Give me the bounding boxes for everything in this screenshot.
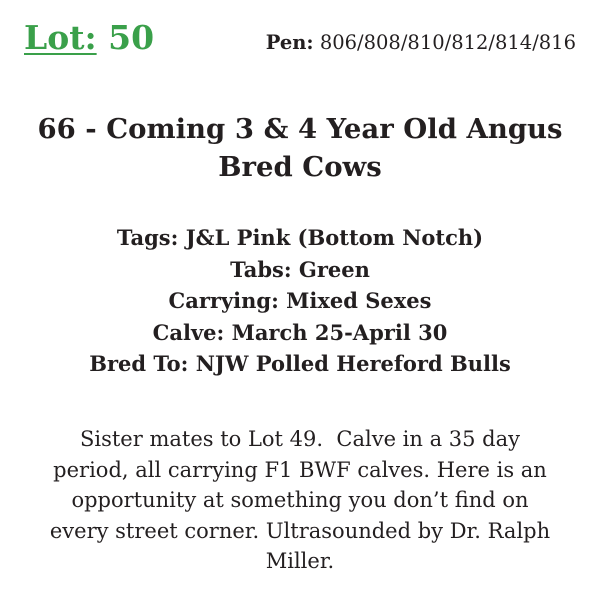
lot-label: Lot: — [24, 18, 97, 57]
detail-tabs — [0, 254, 600, 286]
description-line-1: Sister mates to Lot 49. Calve in a 35 day — [79, 427, 521, 451]
detail-label: Calve: — [152, 319, 225, 345]
detail-carrying — [0, 285, 600, 317]
lot-heading — [24, 18, 154, 57]
detail-label: Tags: — [116, 225, 179, 250]
pen-label: Pen: — [265, 31, 314, 54]
description-line-2: period, all carrying F1 BWF calves. Here is an — [53, 457, 547, 482]
detail-value: March 25-April 30 — [231, 319, 448, 345]
description-line-4: every street corner. Ultrasounded by Dr. Ralph — [49, 518, 551, 543]
lot-header — [24, 18, 576, 62]
description-line-3: opportunity at something you don’t find on — [71, 488, 529, 512]
lot-number: 50 — [108, 18, 155, 57]
detail-value: Green — [298, 256, 370, 282]
lot-description — [0, 424, 600, 577]
pen-value: 806/808/810/812/814/816 — [319, 31, 576, 54]
detail-calve — [0, 317, 600, 349]
detail-bred-to — [0, 348, 600, 380]
detail-label: Bred To: — [89, 351, 189, 376]
description-line-5: Miller. — [265, 549, 335, 573]
detail-label: Carrying: — [168, 288, 279, 313]
pen-info — [266, 31, 576, 54]
lot-details — [0, 222, 600, 380]
detail-value: J&L Pink (Bottom Notch) — [185, 225, 484, 250]
detail-tags — [0, 222, 600, 254]
lot-title — [0, 110, 600, 186]
title-line-2: Bred Cows — [218, 151, 382, 183]
title-line-1: 66 - Coming 3 & 4 Year Old Angus — [37, 113, 563, 145]
detail-label: Tabs: — [230, 256, 292, 282]
detail-value: Mixed Sexes — [286, 288, 432, 313]
detail-value: NJW Polled Hereford Bulls — [195, 351, 511, 376]
